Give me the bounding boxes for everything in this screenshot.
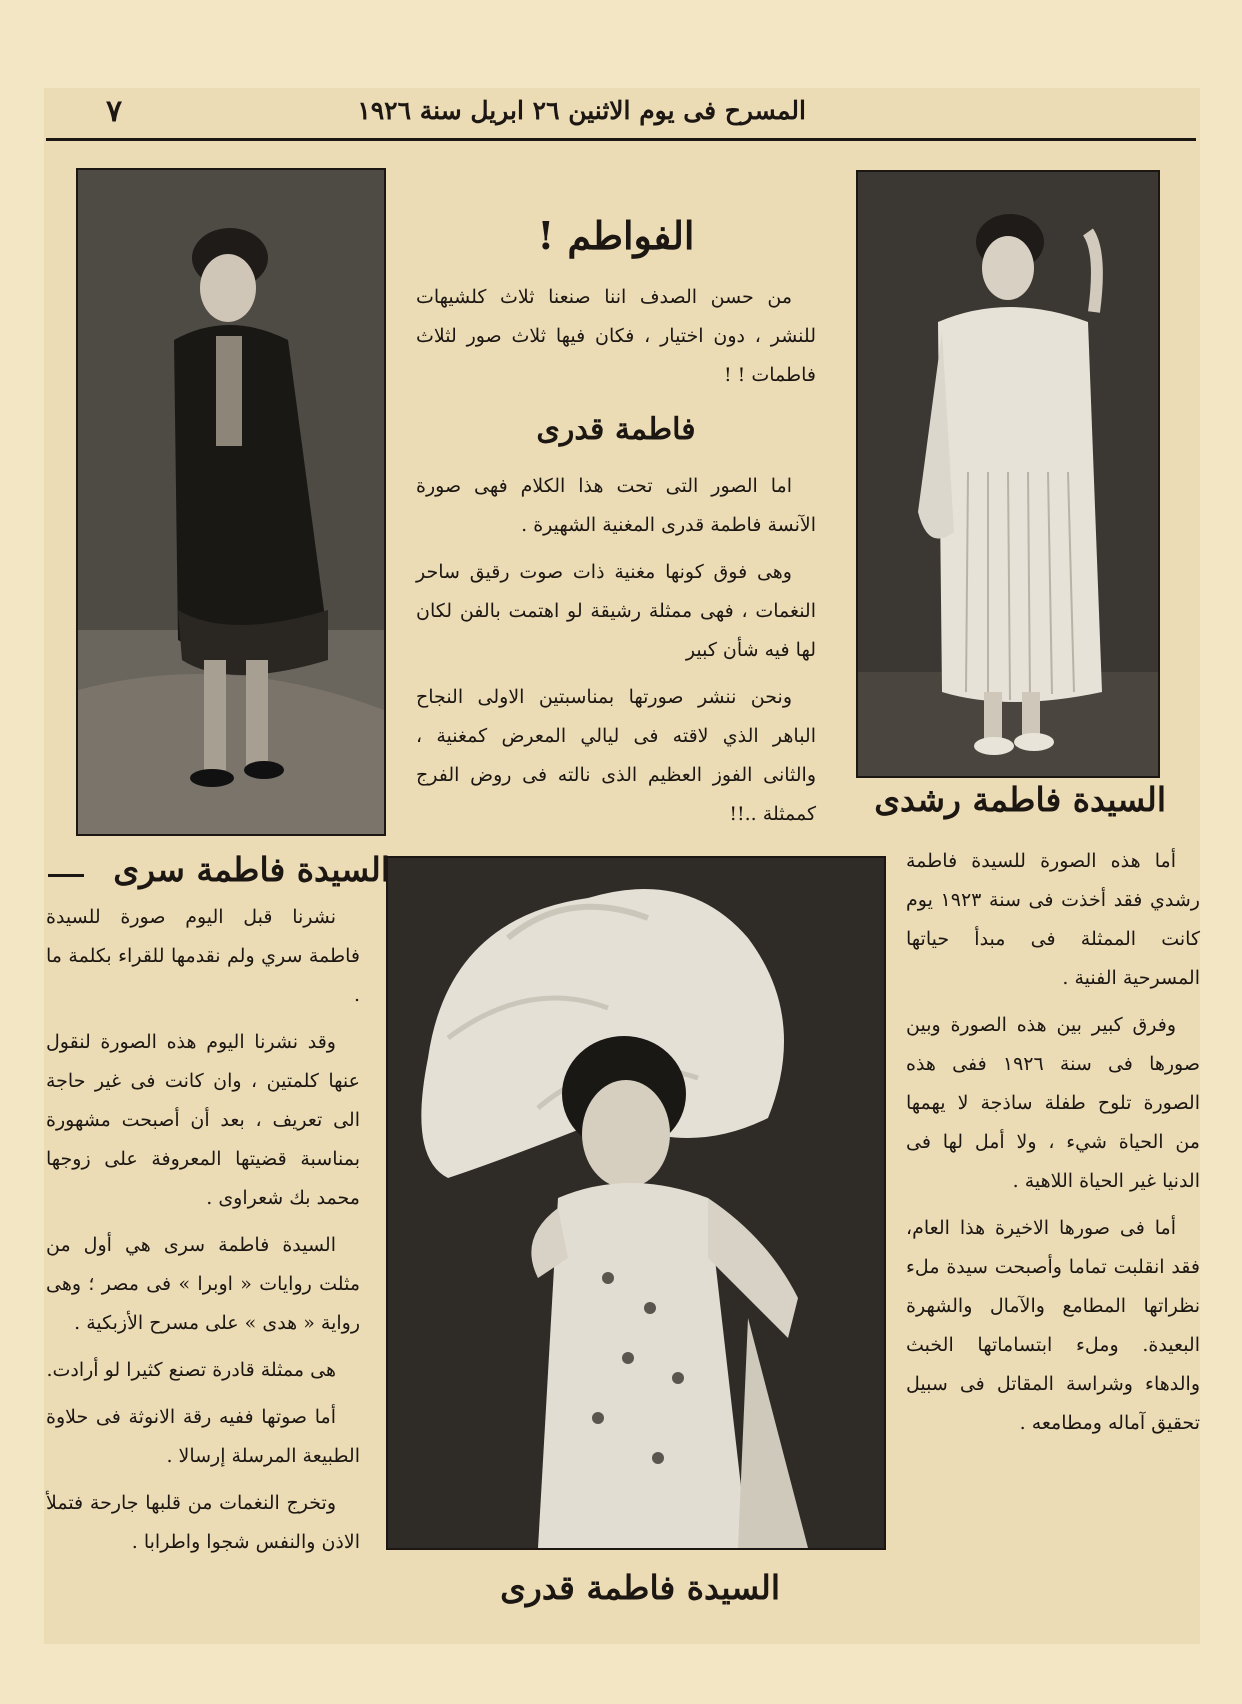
left-paragraph: أما صوتها ففيه رقة الانوثة فى حلاوة الطبيعة المرسلة إرسالا . [46,1406,360,1467]
left-paragraph: السيدة فاطمة سرى هي أول من مثلت روايات « اوبرا » فى مصر ؛ وهى رواية « هدى » على مسرح الأزبكية . [46,1234,360,1334]
photo-fatma-rushdi [856,170,1160,778]
left-paragraph: وتخرج النغمات من قلبها جارحة فتملأ الاذن والنفس شجوا واطرابا . [46,1492,360,1553]
center-paragraph: ونحن ننشر صورتها بمناسبتين الاولى النجاح الباهر الذي لاقته فى ليالي المعرض كمغنية ، والثانى الفوز العظيم الذى نالته فى روض الفرج كممثلة ..!! [416,686,816,825]
right-paragraph: أما فى صورها الاخيرة هذا العام، فقد انقلبت تماما وأصبحت سيدة ملء نظراتها المطامع والآمال والشهرة البعيدة. وملء ابتساماتها الخبث والدهاء وشراسة المقاتل فى سبيل تحقيق آماله ومطامعه . [906,1217,1200,1434]
caption-fatma-rushdi: السيدة فاطمة رشدى [874,780,1166,819]
article-subheading: فاطمة قدرى [536,412,696,447]
caption-dash [48,874,84,877]
caption-fatma-sirri: السيدة فاطمة سرى [113,850,390,889]
article-title: الفواطم ! [537,213,695,258]
caption-fatma-qadri: السيدة فاطمة قدرى [500,1568,780,1607]
left-paragraph: وقد نشرنا اليوم هذه الصورة لنقول عنها كلمتين ، وان كانت فى غير حاجة الى تعريف ، بعد أن أصبحت مشهورة بمناسبة قضيتها المعروفة على زوجها محمد بك شعراوى . [46,1031,360,1209]
photo-fatma-sirri [76,168,386,836]
left-paragraph: نشرنا قبل اليوم صورة للسيدة فاطمة سري ولم نقدمها للقراء بكلمة ما . [46,906,360,1006]
left-paragraph: هى ممثلة قادرة تصنع كثيرا لو أرادت. [46,1359,336,1381]
right-paragraph: أما هذه الصورة للسيدة فاطمة رشدي فقد أخذت فى سنة ١٩٢٣ يوم كانت الممثلة فى مبدأ حياتها المسرحية الفنية . [906,850,1200,989]
center-article [416,190,816,842]
page-header [46,96,1196,140]
center-paragraph: وهى فوق كونها مغنية ذات صوت رقيق ساحر النغمات ، فهى ممثلة رشيقة لو اهتمت بالفن لكان لها فيه شأن كبير [416,561,816,661]
page-number: ٧ [106,94,123,129]
article-intro: من حسن الصدف اننا صنعنا ثلاث كلشيهات للنشر ، دون اختيار ، فكان فيها ثلاث صور لثلاث فاطمات ! ! [416,286,816,386]
header-rule [46,138,1196,141]
left-article [46,898,360,1570]
header-title: المسرح فى يوم الاثنين ٢٦ ابريل سنة ١٩٢٦ [357,96,806,125]
center-paragraph: اما الصور التى تحت هذا الكلام فهى صورة الآنسة فاطمة قدرى المغنية الشهيرة . [416,475,816,536]
photo-fatma-qadri [386,856,886,1550]
right-paragraph: وفرق كبير بين هذه الصورة وبين صورها فى سنة ١٩٢٦ ففى هذه الصورة تلوح طفلة ساذجة لا يهمها من الحياة شيء ، ولا أمل لها فى الدنيا غير الحياة اللاهية . [906,1014,1201,1192]
right-article [906,842,1200,1451]
